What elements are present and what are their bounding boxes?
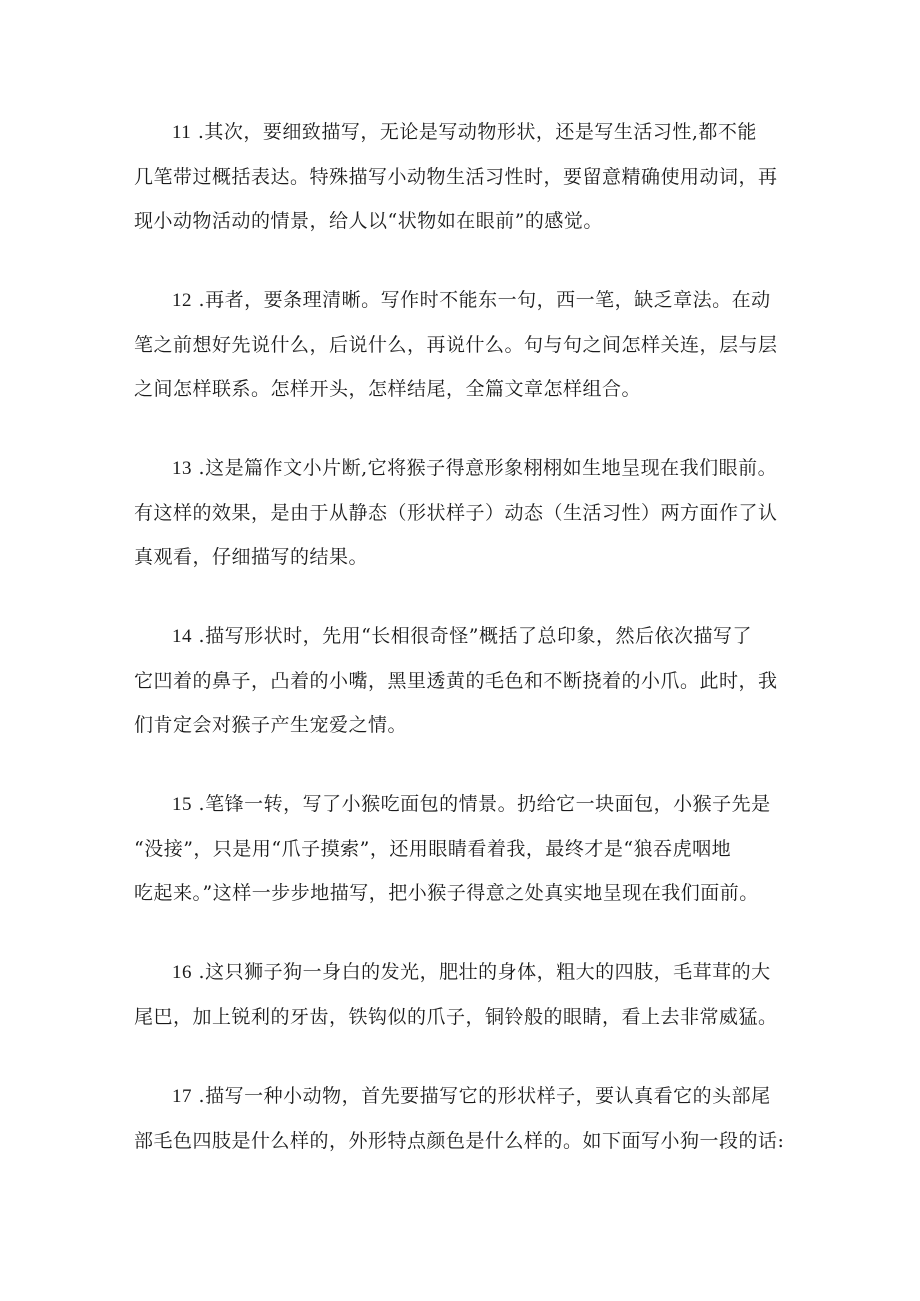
paragraph-16 xyxy=(134,950,794,1039)
paragraph-line: .其次，要细致描写，无论是写动物形状，还是写生活习性,都不能 xyxy=(197,121,757,143)
paragraph-12 xyxy=(134,278,794,411)
paragraph-line: 部毛色四肢是什么样的，外形特点颜色是什么样的。如下面写小狗一段的话: xyxy=(134,1130,785,1152)
paragraph-line: .这是篇作文小片断,它将猴子得意形象栩栩如生地呈现在我们眼前。 xyxy=(198,457,778,479)
paragraph-line: 尾巴，加上锐利的牙齿，铁钩似的爪子，铜铃般的眼睛，看上去非常威猛。 xyxy=(134,1006,778,1028)
paragraph-number: 17 xyxy=(172,1086,192,1107)
paragraph-number: 13 xyxy=(172,458,192,479)
paragraph-line: 们肯定会对猴子产生宠爱之情。 xyxy=(134,714,408,736)
paragraph-line: .笔锋一转，写了小猴吃面包的情景。扔给它一块面包，小猴子先是 xyxy=(198,793,771,815)
paragraph-line: 现小动物活动的情景，给人以“状物如在眼前”的感觉。 xyxy=(134,210,603,232)
paragraph-17 xyxy=(134,1074,794,1163)
paragraph-line: 真观看，仔细描写的结果。 xyxy=(134,546,369,568)
paragraph-11 xyxy=(134,110,794,243)
paragraph-number: 11 xyxy=(172,122,192,143)
paragraph-line: 几笔带过概括表达。特殊描写小动物生活习性时，要留意精确使用动词，再 xyxy=(134,166,778,188)
paragraph-line: 有这样的效果，是由于从静态（形状样子）动态（生活习性）两方面作了认 xyxy=(134,502,778,524)
paragraph-line: 笔之前想好先说什么，后说什么，再说什么。句与句之间怎样关连，层与层 xyxy=(134,334,778,356)
paragraph-14 xyxy=(134,614,794,747)
paragraph-number: 12 xyxy=(172,290,192,311)
paragraph-15 xyxy=(134,782,794,915)
paragraph-number: 14 xyxy=(172,626,192,647)
paragraph-13 xyxy=(134,446,794,579)
paragraph-line: .描写一种小动物，首先要描写它的形状样子，要认真看它的头部尾 xyxy=(198,1085,771,1107)
paragraph-line: 吃起来。”这样一步步地描写，把小猴子得意之处真实地呈现在我们面前。 xyxy=(134,882,759,904)
paragraph-line: .这只狮子狗一身白的发光，肥壮的身体，粗大的四肢，毛茸茸的大 xyxy=(198,961,771,983)
paragraph-line: .再者，要条理清晰。写作时不能东一句，西一笔，缺乏章法。在动 xyxy=(198,289,771,311)
paragraph-number: 16 xyxy=(172,962,192,983)
paragraph-line: 它凹着的鼻子，凸着的小嘴，黑里透黄的毛色和不断挠着的小爪。此时，我 xyxy=(134,670,778,692)
paragraph-line: “没接”，只是用“爪子摸索”，还用眼睛看着我，最终才是“狼吞虎咽地 xyxy=(134,838,732,860)
paragraph-line: .描写形状时，先用“长相很奇怪”概括了总印象，然后依次描写了 xyxy=(198,625,753,647)
paragraph-number: 15 xyxy=(172,794,192,815)
paragraph-line: 之间怎样联系。怎样开头，怎样结尾，全篇文章怎样组合。 xyxy=(134,378,642,400)
